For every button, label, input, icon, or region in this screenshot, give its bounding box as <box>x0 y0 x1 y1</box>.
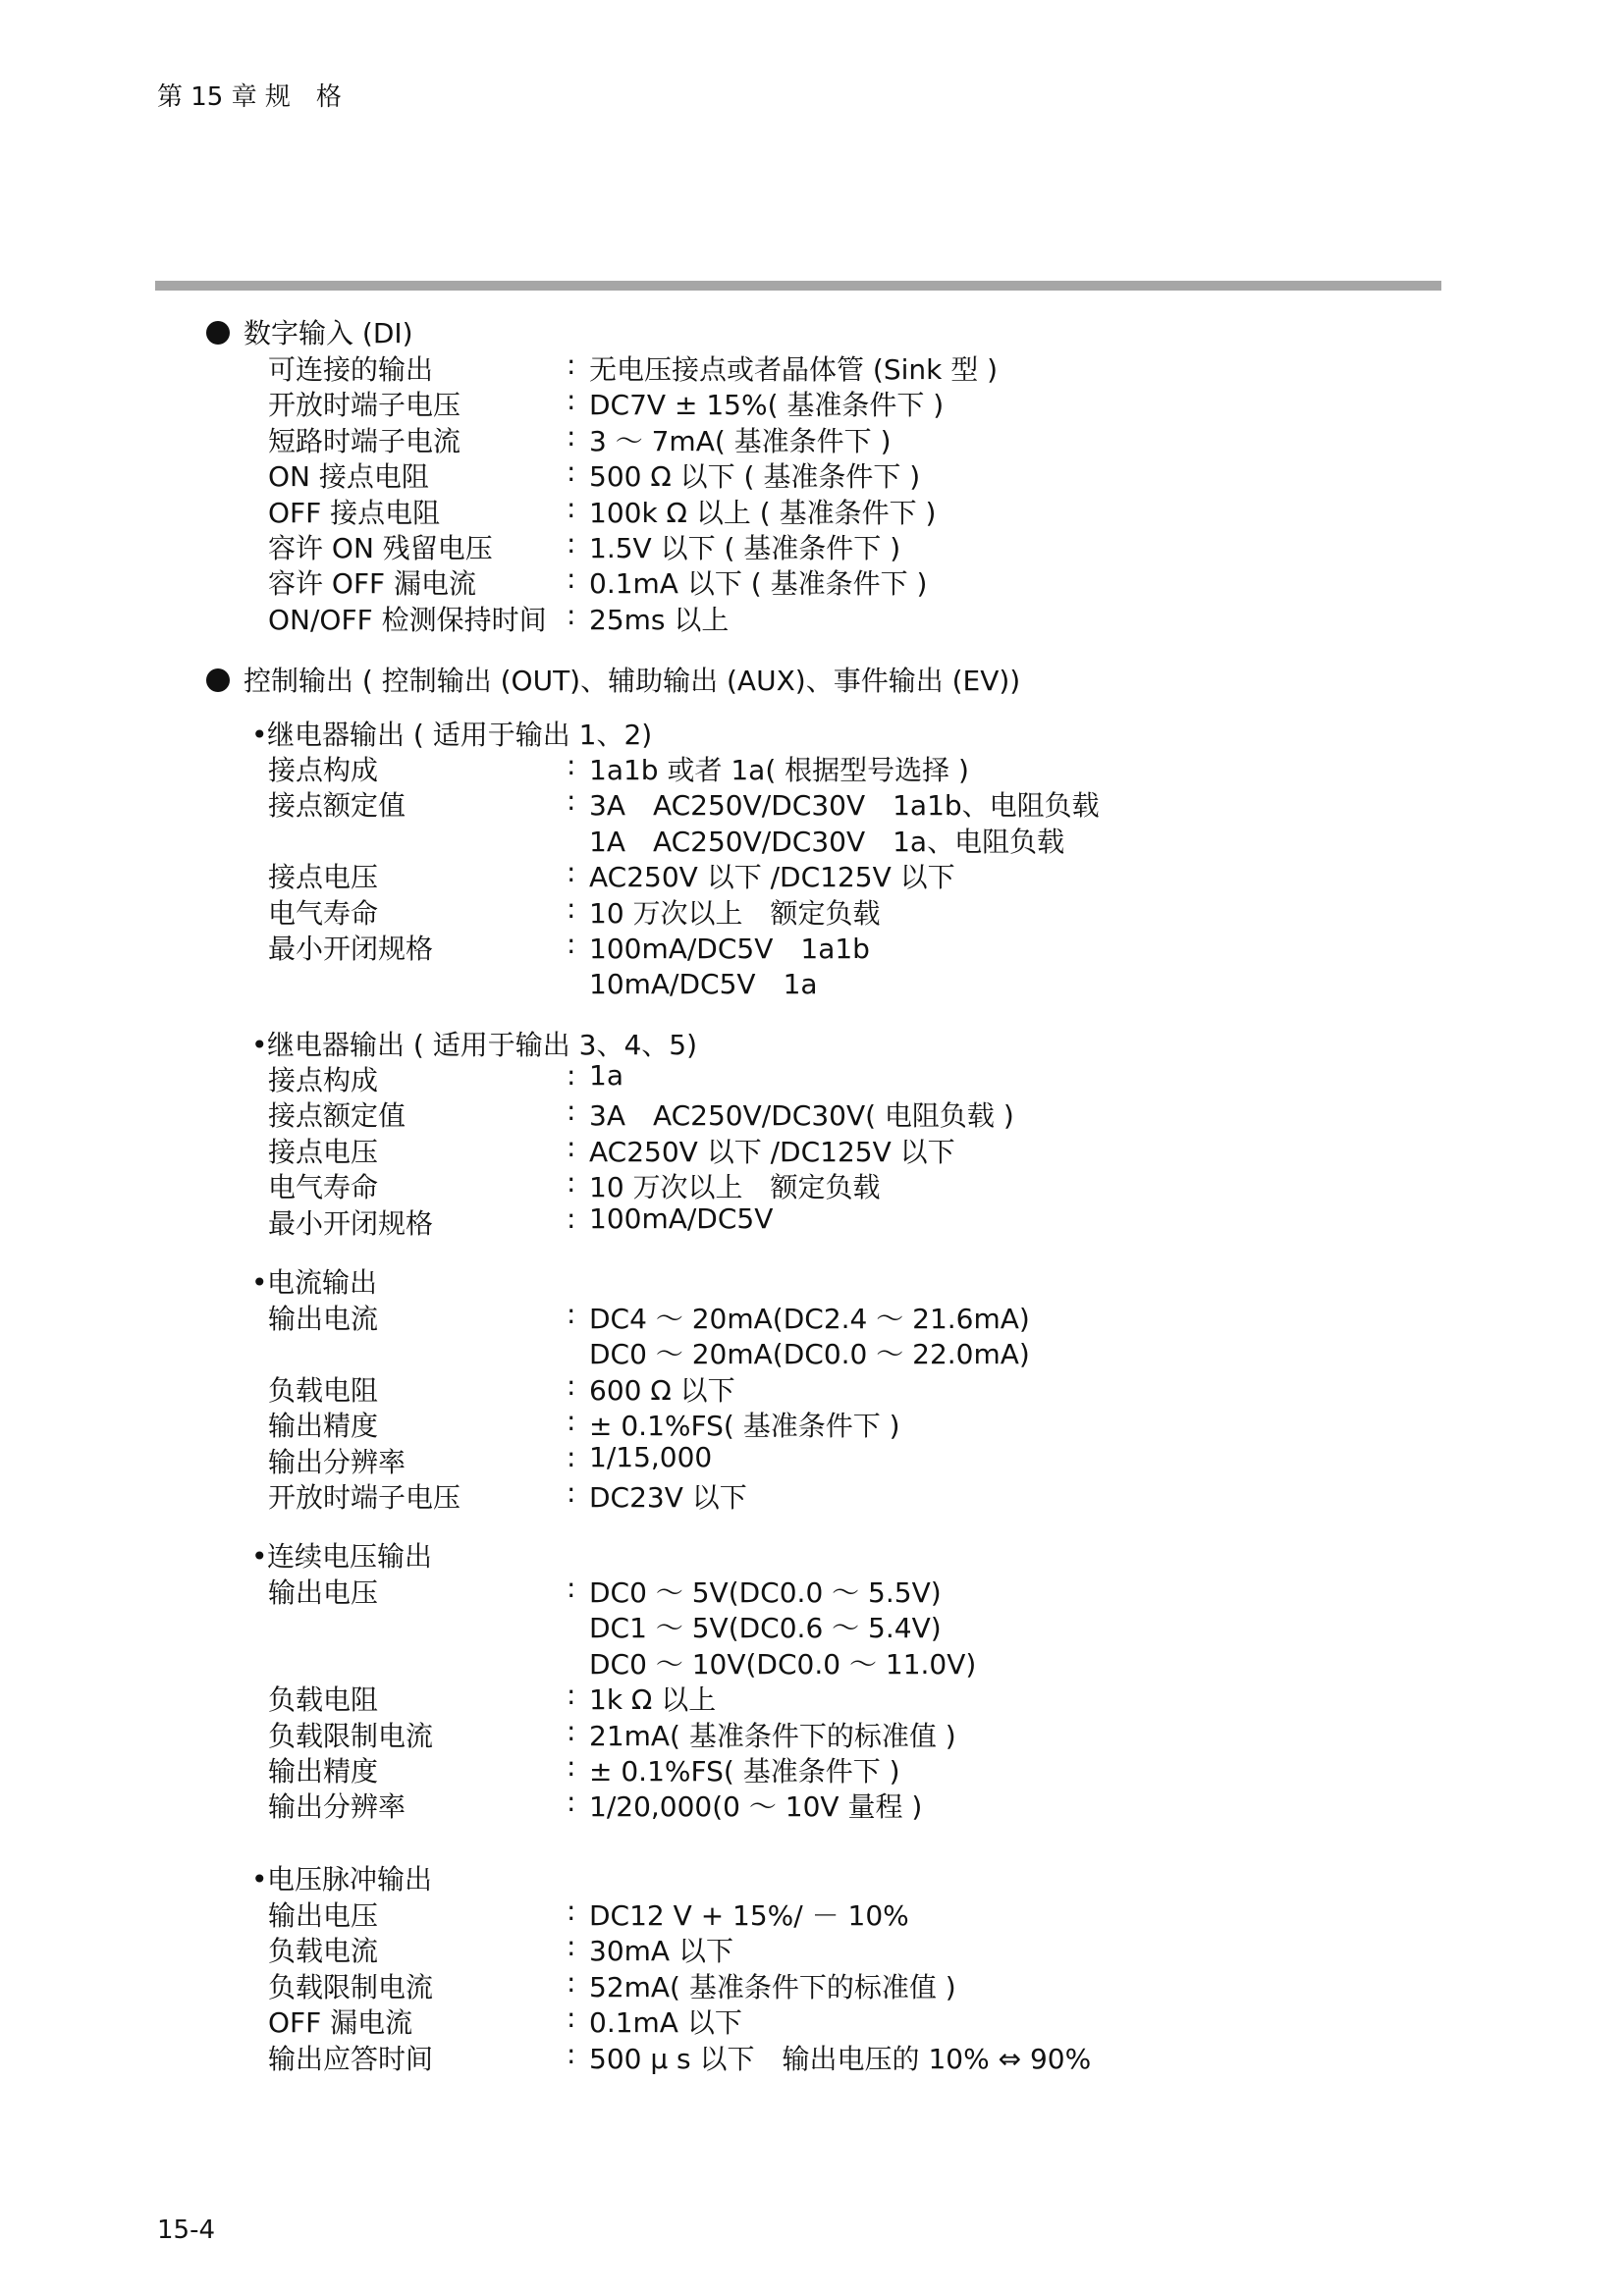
spec-separator: : <box>567 1166 576 1199</box>
spec-label: 输出精度 <box>268 1755 379 1788</box>
subsection-title-text: 电压脉冲输出 <box>267 1863 433 1896</box>
spec-value: 1a <box>589 1059 623 1092</box>
spec-separator: : <box>567 1059 576 1092</box>
spec-separator: : <box>567 1369 576 1402</box>
section-title-text: 控制输出 ( 控制输出 (OUT)、辅助输出 (AUX)、事件输出 (EV)) <box>244 665 1021 697</box>
spec-value: 10mA/DC5V 1a <box>589 968 818 1000</box>
spec-separator: : <box>567 856 576 888</box>
spec-separator: : <box>567 1930 576 1962</box>
subsection-title-current-output <box>251 1261 377 1301</box>
chapter-header: 第 15 章 规 格 <box>157 82 342 112</box>
spec-label: 容许 OFF 漏电流 <box>268 567 477 600</box>
spec-value: 10 万次以上 额定负载 <box>589 1171 881 1203</box>
spec-value: DC0 ～ 10V(DC0.0 ～ 11.0V) <box>589 1648 977 1681</box>
spec-label: 输出分辨率 <box>268 1790 406 1823</box>
spec-value: DC0 ～ 5V(DC0.0 ～ 5.5V) <box>589 1576 942 1609</box>
spec-label: 负载电阻 <box>268 1683 379 1716</box>
subsection-title-relay-3-4-5 <box>251 1024 697 1063</box>
spec-label: 可连接的输出 <box>268 353 434 386</box>
spec-separator: : <box>567 599 576 631</box>
spec-separator: : <box>567 2038 576 2070</box>
subsection-title-text: 电流输出 <box>267 1266 378 1299</box>
spec-value: 21mA( 基准条件下的标准值 ) <box>589 1720 956 1752</box>
spec-separator: : <box>567 892 576 925</box>
spec-label: 开放时端子电压 <box>268 389 461 421</box>
spec-value: 30mA 以下 <box>589 1935 733 1967</box>
spec-value: 3 ～ 7mA( 基准条件下 ) <box>589 425 892 457</box>
spec-separator: : <box>567 2002 576 2034</box>
spec-value: DC7V ± 15%( 基准条件下 ) <box>589 389 945 421</box>
small-bullet-icon: • <box>251 719 268 751</box>
spec-value: 52mA( 基准条件下的标准值 ) <box>589 1971 956 2003</box>
spec-label: 输出分辨率 <box>268 1446 406 1478</box>
subsection-title-text: 继电器输出 ( 适用于输出 1、2) <box>267 719 653 751</box>
spec-value: 1.5V 以下 ( 基准条件下 ) <box>589 532 901 564</box>
spec-value: 1/15,000 <box>589 1441 713 1473</box>
subsection-title-pulse-output <box>251 1858 432 1897</box>
spec-label: OFF 接点电阻 <box>268 497 441 529</box>
spec-label: 接点电压 <box>268 1136 379 1168</box>
spec-label: 开放时端子电压 <box>268 1481 461 1514</box>
spec-separator: : <box>567 562 576 595</box>
spec-label: 电气寿命 <box>268 1171 379 1203</box>
spec-label: OFF 漏电流 <box>268 2006 413 2039</box>
spec-separator: : <box>567 784 576 817</box>
spec-value: 25ms 以上 <box>589 604 730 636</box>
spec-value: ± 0.1%FS( 基准条件下 ) <box>589 1755 900 1788</box>
spec-separator: : <box>567 1750 576 1783</box>
spec-separator: : <box>567 1095 576 1127</box>
spec-value: 3A AC250V/DC30V 1a1b、电阻负载 <box>589 789 1100 822</box>
spec-label: 负载限制电流 <box>268 1720 434 1752</box>
spec-label: 最小开闭规格 <box>268 933 434 965</box>
spec-separator: : <box>567 1298 576 1330</box>
spec-value: 无电压接点或者晶体管 (Sink 型 ) <box>589 353 999 386</box>
spec-separator: : <box>567 1405 576 1437</box>
spec-separator: : <box>567 348 576 381</box>
bullet-icon <box>206 668 230 692</box>
spec-separator: : <box>567 1476 576 1509</box>
spec-separator: : <box>567 1441 576 1473</box>
spec-value: 100mA/DC5V <box>589 1202 774 1235</box>
spec-label: 输出电流 <box>268 1303 379 1335</box>
section-title-text: 数字输入 (DI) <box>244 317 413 349</box>
spec-separator: : <box>567 1715 576 1747</box>
spec-label: 负载限制电流 <box>268 1971 434 2003</box>
spec-separator: : <box>567 1131 576 1163</box>
spec-separator: : <box>567 1202 576 1235</box>
spec-label: 接点额定值 <box>268 1099 406 1132</box>
bullet-icon <box>206 321 230 345</box>
section-title-control-output <box>206 660 1020 699</box>
spec-separator: : <box>567 455 576 488</box>
spec-label: 电气寿命 <box>268 897 379 930</box>
header-rule <box>155 281 1441 291</box>
spec-value: 1/20,000(0 ～ 10V 量程 ) <box>589 1790 923 1823</box>
spec-label: 短路时端子电流 <box>268 425 461 457</box>
spec-separator: : <box>567 1966 576 1999</box>
spec-value: DC0 ～ 20mA(DC0.0 ～ 22.0mA) <box>589 1338 1030 1370</box>
spec-label: 输出精度 <box>268 1410 379 1442</box>
spec-value: DC23V 以下 <box>589 1481 747 1514</box>
spec-label: 输出电压 <box>268 1576 379 1609</box>
small-bullet-icon: • <box>251 1029 268 1061</box>
spec-value: AC250V 以下 /DC125V 以下 <box>589 861 955 893</box>
spec-value: DC4 ～ 20mA(DC2.4 ～ 21.6mA) <box>589 1303 1030 1335</box>
spec-label: 输出电压 <box>268 1899 379 1932</box>
subsection-title-text: 继电器输出 ( 适用于输出 3、4、5) <box>267 1029 697 1061</box>
spec-label: ON 接点电阻 <box>268 460 429 493</box>
spec-separator: : <box>567 928 576 960</box>
subsection-title-relay-1-2 <box>251 714 652 753</box>
page-number: 15-4 <box>157 2216 216 2245</box>
spec-value: ± 0.1%FS( 基准条件下 ) <box>589 1410 900 1442</box>
spec-label: 最小开闭规格 <box>268 1207 434 1240</box>
spec-label: 输出应答时间 <box>268 2043 434 2075</box>
spec-label: 负载电流 <box>268 1935 379 1967</box>
spec-value: 500 Ω 以下 ( 基准条件下 ) <box>589 460 921 493</box>
spec-value: 0.1mA 以下 ( 基准条件下 ) <box>589 567 928 600</box>
spec-separator: : <box>567 492 576 524</box>
spec-value: 0.1mA 以下 <box>589 2006 742 2039</box>
spec-label: 接点构成 <box>268 754 379 786</box>
spec-value: 3A AC250V/DC30V( 电阻负载 ) <box>589 1099 1014 1132</box>
spec-separator: : <box>567 384 576 416</box>
spec-value: 100mA/DC5V 1a1b <box>589 933 870 965</box>
spec-value: 1k Ω 以上 <box>589 1683 717 1716</box>
subsection-title-voltage-output <box>251 1535 432 1575</box>
small-bullet-icon: • <box>251 1266 268 1299</box>
section-title-di <box>206 312 413 351</box>
spec-value: 100k Ω 以上 ( 基准条件下 ) <box>589 497 937 529</box>
spec-separator: : <box>567 1572 576 1604</box>
spec-value: 1a1b 或者 1a( 根据型号选择 ) <box>589 754 969 786</box>
spec-value: DC12 V + 15%/ － 10% <box>589 1899 909 1932</box>
spec-label: 接点额定值 <box>268 789 406 822</box>
spec-separator: : <box>567 1786 576 1818</box>
spec-label: 接点电压 <box>268 861 379 893</box>
spec-value: AC250V 以下 /DC125V 以下 <box>589 1136 955 1168</box>
small-bullet-icon: • <box>251 1863 268 1896</box>
spec-value: 10 万次以上 额定负载 <box>589 897 881 930</box>
spec-value: 600 Ω 以下 <box>589 1374 735 1407</box>
spec-label: 负载电阻 <box>268 1374 379 1407</box>
spec-label: 接点构成 <box>268 1064 379 1096</box>
spec-separator: : <box>567 1679 576 1711</box>
spec-value: 500 μ s 以下 输出电压的 10% ⇔ 90% <box>589 2043 1092 2075</box>
spec-separator: : <box>567 420 576 453</box>
spec-separator: : <box>567 749 576 781</box>
spec-separator: : <box>567 527 576 560</box>
spec-label: ON/OFF 检测保持时间 <box>268 604 547 636</box>
spec-value: 1A AC250V/DC30V 1a、电阻负载 <box>589 826 1065 858</box>
subsection-title-text: 连续电压输出 <box>267 1540 433 1573</box>
spec-separator: : <box>567 1895 576 1927</box>
spec-value: DC1 ～ 5V(DC0.6 ～ 5.4V) <box>589 1612 942 1644</box>
small-bullet-icon: • <box>251 1540 268 1573</box>
spec-label: 容许 ON 残留电压 <box>268 532 493 564</box>
